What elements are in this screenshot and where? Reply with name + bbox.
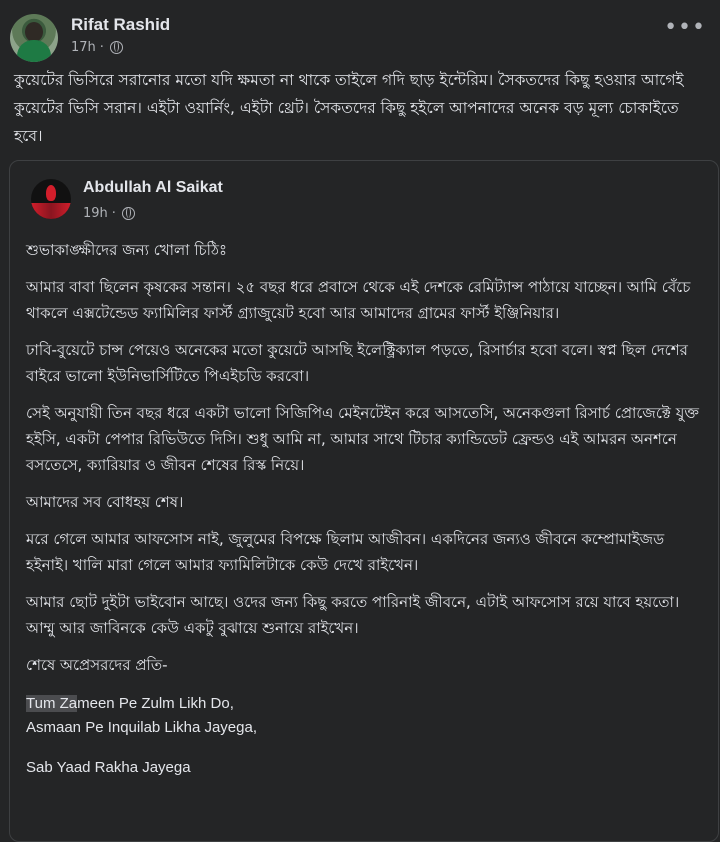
paragraph: সেই অনুযায়ী তিন বছর ধরে একটা ভালো সিজিপিএ মেইনটেইন করে আসতেসি, অনেকগুলা রিসার্চ প্রোজেক্টে যুক্ত হইসি, একটা পেপার রিভিউতে দিসি। শুধু আমি না, আমার সাথে টিচার ক্যান্ডিডেট ফ্রেন্ডও এই আমরন অনশনে বসতেসে, ক্যারিয়ার ও জীবন শেষের রিস্ক নিয়ে। — [26, 404, 699, 474]
poem — [26, 692, 706, 780]
poem-line-3: Sab Yaad Rakha Jayega — [26, 759, 191, 776]
paragraph: ঢাবি-বুয়েটে চান্স পেয়েও অনেকের মতো কুয়েটে আসছি ইলেক্ট্রিক্যাল পড়তে, রিসার্চার হবো বলে। স্বপ্ন ছিল দেশের বাইরে ভালো ইউনিভার্সিটিতে পিএইচডি করবো। — [26, 341, 688, 385]
post-author-name[interactable]: Rifat Rashid — [71, 15, 171, 34]
paragraph: আমাদের সব বোধহয় শেষ। — [26, 493, 184, 511]
shared-author-name[interactable]: Abdullah Al Saikat — [83, 179, 223, 196]
globe-icon[interactable] — [110, 41, 123, 54]
post-text: কুয়েটের ভিসিরে সরানোর মতো যদি ক্ষমতা না থাকে তাইলে গদি ছাড় ইন্টেরিম। সৈকতদের কিছু হওয়ার আগেই কুয়েটের ভিসি সরান। এইটা ওয়ার্নিং, এইটা থ্রেট। সৈকতদের কিছু হইলে আপনাদের অনেক বড় মূল্য চোকাইতে হবে। — [14, 71, 684, 145]
avatar-body-shape — [17, 40, 51, 62]
shared-avatar[interactable] — [31, 179, 71, 219]
post-header — [10, 14, 710, 64]
paragraph: আমার বাবা ছিলেন কৃষকের সন্তান। ২৫ বছর ধরে প্রবাসে থেকে এই দেশকে রেমিট্যান্স পাঠায়ে যাচ্ছেন। আমি বেঁচে থাকলে এক্সটেন্ডেড ফ্যামিলির ফার্স্ট গ্র্যাজুয়েট হবো আর আমাদের গ্রামের ফার্স্ট ইঞ্জিনিয়ার। — [26, 278, 691, 322]
paragraph: মরে গেলে আমার আফসোস নাই, জুলুমের বিপক্ষে ছিলাম আজীবন। একদিনের জন্যও জীবনে কম্প্রোমাইজড হইনাই। খালি মারা গেলে আমার ফ্যামিলিটাকে কেউ দেখে রাইখেন। — [26, 530, 665, 574]
more-options-icon[interactable]: ••• — [664, 15, 706, 40]
text-selection-highlight[interactable]: Tum Za — [26, 695, 78, 712]
poem-line-2: Asmaan Pe Inquilab Likha Jayega, — [26, 719, 257, 736]
paragraph: আমার ছোট দুইটা ভাইবোন আছে। ওদের জন্য কিছু করতে পারিনাই জীবনে, এটাই আফসোস রয়ে যাবে হয়তো। আম্মু আর জাবিনকে কেউ একটু বুঝায়ে শুনায়ে রাইখেন। — [26, 593, 680, 637]
avatar-head-shape — [25, 22, 43, 42]
shared-timestamp[interactable]: 19h — [83, 206, 108, 221]
paragraph: শুভাকাঙ্ক্ষীদের জন্য খোলা চিঠিঃ — [26, 241, 227, 259]
post-timestamp[interactable]: 17h — [71, 40, 96, 55]
flame-icon — [46, 185, 56, 201]
poem-line-1 — [26, 692, 706, 716]
globe-icon[interactable] — [122, 207, 135, 220]
shared-meta: 19h · — [83, 206, 135, 221]
shared-post-body — [26, 237, 706, 780]
paragraph: শেষে অপ্রেসরদের প্রতি- — [26, 656, 168, 674]
poem-line-1-rest: meen Pe Zulm Likh Do, — [77, 695, 234, 712]
crowd-shape — [31, 203, 71, 219]
shared-post[interactable] — [9, 160, 719, 842]
post-meta: 17h · — [71, 40, 123, 55]
avatar[interactable] — [10, 14, 58, 62]
